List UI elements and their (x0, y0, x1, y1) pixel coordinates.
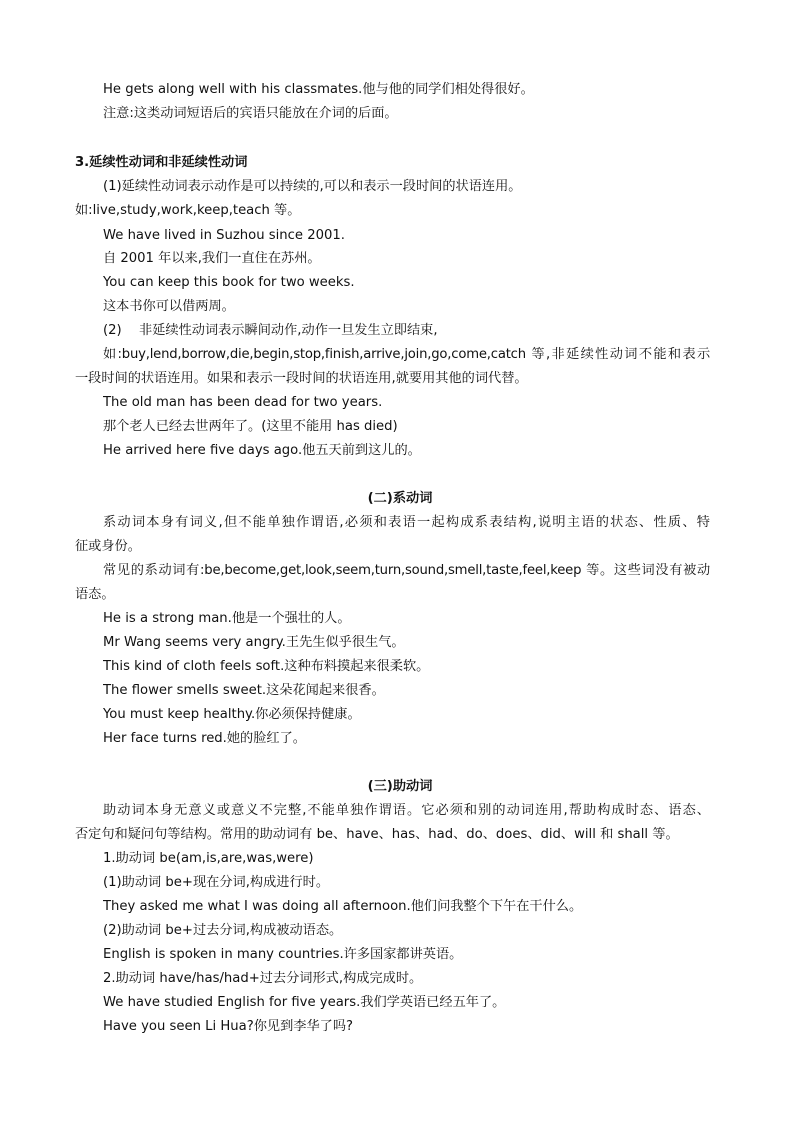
example-sentence: He arrived here five days ago.他五天前到这儿的。 (103, 443, 421, 458)
example-sentence: Mr Wang seems very angry.王先生似乎很生气。 (103, 635, 405, 650)
note-text: 注意:这类动词短语后的宾语只能放在介词的后面。 (103, 106, 398, 121)
example-sentence: English is spoken in many countries.许多国家都讲英语。 (103, 947, 463, 962)
section-heading-linking-verbs: (二)系动词 (367, 491, 433, 506)
sub-heading: (1)助动词 be+现在分词,构成进行时。 (103, 875, 330, 890)
section-heading-auxiliary-verbs: (三)助动词 (367, 779, 433, 794)
paragraph-line: (2) 非延续性动词表示瞬间动作,动作一旦发生立即结束, (103, 323, 438, 338)
paragraph-line: 助动词本身无意义或意义不完整,不能单独作谓语。它必须和别的动词连用,帮助构成时态、语态、 (103, 803, 710, 818)
section-heading-durative-verbs: 3.延续性动词和非延续性动词 (75, 155, 248, 170)
sub-heading: 2.助动词 have/has/had+过去分词形式,构成完成时。 (103, 971, 423, 986)
example-sentence-en: We have lived in Suzhou since 2001. (103, 228, 345, 243)
sub-heading: 1.助动词 be(am,is,are,was,were) (103, 851, 314, 866)
paragraph-line: 常见的系动词有:be,become,get,look,seem,turn,sound,smell,taste,feel,keep 等。这些词没有被动 (103, 563, 710, 578)
paragraph-line: 语态。 (75, 587, 115, 602)
example-sentence: He is a strong man.他是一个强壮的人。 (103, 611, 351, 626)
paragraph-line: 征或身份。 (75, 539, 141, 554)
example-sentence-cn: 自 2001 年以来,我们一直住在苏州。 (103, 251, 321, 266)
paragraph-line: 一段时间的状语连用。如果和表示一段时间的状语连用,就要用其他的词代替。 (75, 371, 528, 386)
paragraph-line: 系动词本身有词义,但不能单独作谓语,必须和表语一起构成系表结构,说明主语的状态、性质、特 (103, 515, 710, 530)
paragraph-line: 否定句和疑问句等结构。常用的助动词有 be、have、has、had、do、does、did、will 和 shall 等。 (75, 827, 679, 842)
example-sentence-cn: 那个老人已经去世两年了。(这里不能用 has died) (103, 419, 398, 434)
example-sentence: Have you seen Li Hua?你见到李华了吗? (103, 1019, 354, 1034)
example-sentence: He gets along well with his classmates.他与他的同学们相处得很好。 (103, 82, 534, 97)
example-sentence: They asked me what I was doing all afternoon.他们问我整个下午在干什么。 (103, 899, 583, 914)
sub-heading: (2)助动词 be+过去分词,构成被动语态。 (103, 923, 343, 938)
example-sentence-cn: 这本书你可以借两周。 (103, 299, 235, 314)
example-sentence: You must keep healthy.你必须保持健康。 (103, 707, 361, 722)
example-sentence: Her face turns red.她的脸红了。 (103, 731, 306, 746)
paragraph-line: 如:buy,lend,borrow,die,begin,stop,finish,arrive,join,go,come,catch 等,非延续性动词不能和表示 (103, 347, 710, 362)
example-sentence: We have studied English for five years.我们学英语已经五年了。 (103, 995, 506, 1010)
example-sentence-en: You can keep this book for two weeks. (103, 275, 355, 290)
paragraph-line: 如:live,study,work,keep,teach 等。 (75, 203, 301, 218)
paragraph-line: (1)延续性动词表示动作是可以持续的,可以和表示一段时间的状语连用。 (103, 179, 522, 194)
example-sentence: This kind of cloth feels soft.这种布料摸起来很柔软。 (103, 659, 430, 674)
example-sentence: The flower smells sweet.这朵花闻起来很香。 (103, 683, 385, 698)
example-sentence-en: The old man has been dead for two years. (103, 395, 383, 410)
